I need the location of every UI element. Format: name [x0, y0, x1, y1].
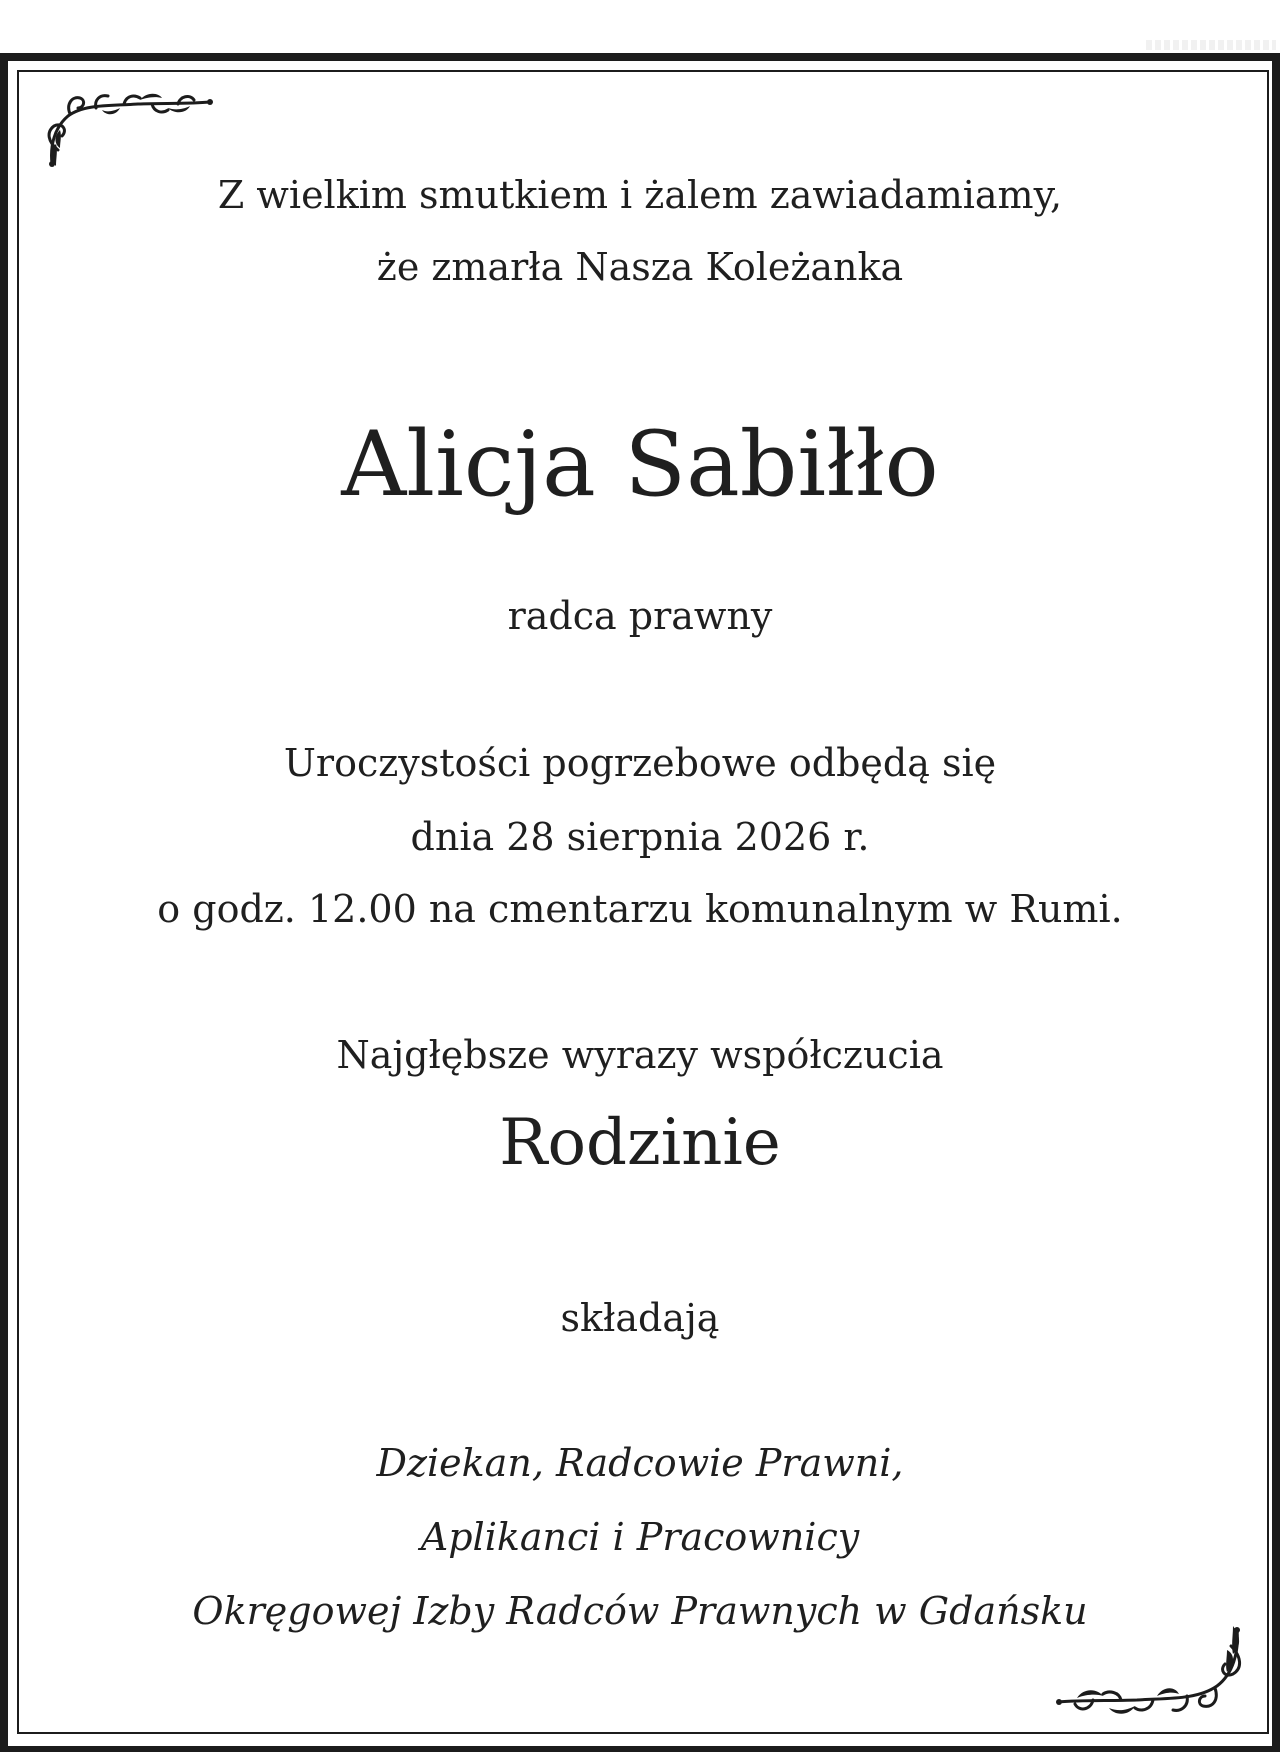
- intro-line: że zmarła Nasza Koleżanka: [376, 245, 904, 289]
- intro-line: Z wielkim smutkiem i żalem zawiadamiamy,: [217, 173, 1063, 217]
- condolences-line: Najgłębsze wyrazy współczucia: [336, 1033, 944, 1077]
- funeral-info-line: Uroczystości pogrzebowe odbędą się: [283, 741, 997, 785]
- funeral-date: dnia 28 sierpnia 2026 r.: [410, 815, 870, 859]
- signer-line: Okręgowej Izby Radców Prawnych w Gdańsku: [192, 1589, 1088, 1633]
- funeral-time-place: o godz. 12.00 na cmentarzu komunalnym w Rumi.: [157, 887, 1123, 931]
- deceased-profession: radca prawny: [507, 594, 773, 638]
- offered-by: składają: [560, 1296, 720, 1340]
- clipping-edge-mark: [1146, 40, 1276, 50]
- deceased-name: Alicja Sabiłło: [341, 412, 939, 517]
- signer-line: Dziekan, Radcowie Prawni,: [376, 1441, 904, 1485]
- condolences-recipient: Rodzinie: [499, 1106, 781, 1180]
- floral-corner-ornament-icon: [1055, 1620, 1250, 1720]
- signer-line: Aplikanci i Pracownicy: [420, 1515, 860, 1559]
- floral-corner-ornament-icon: [40, 90, 215, 170]
